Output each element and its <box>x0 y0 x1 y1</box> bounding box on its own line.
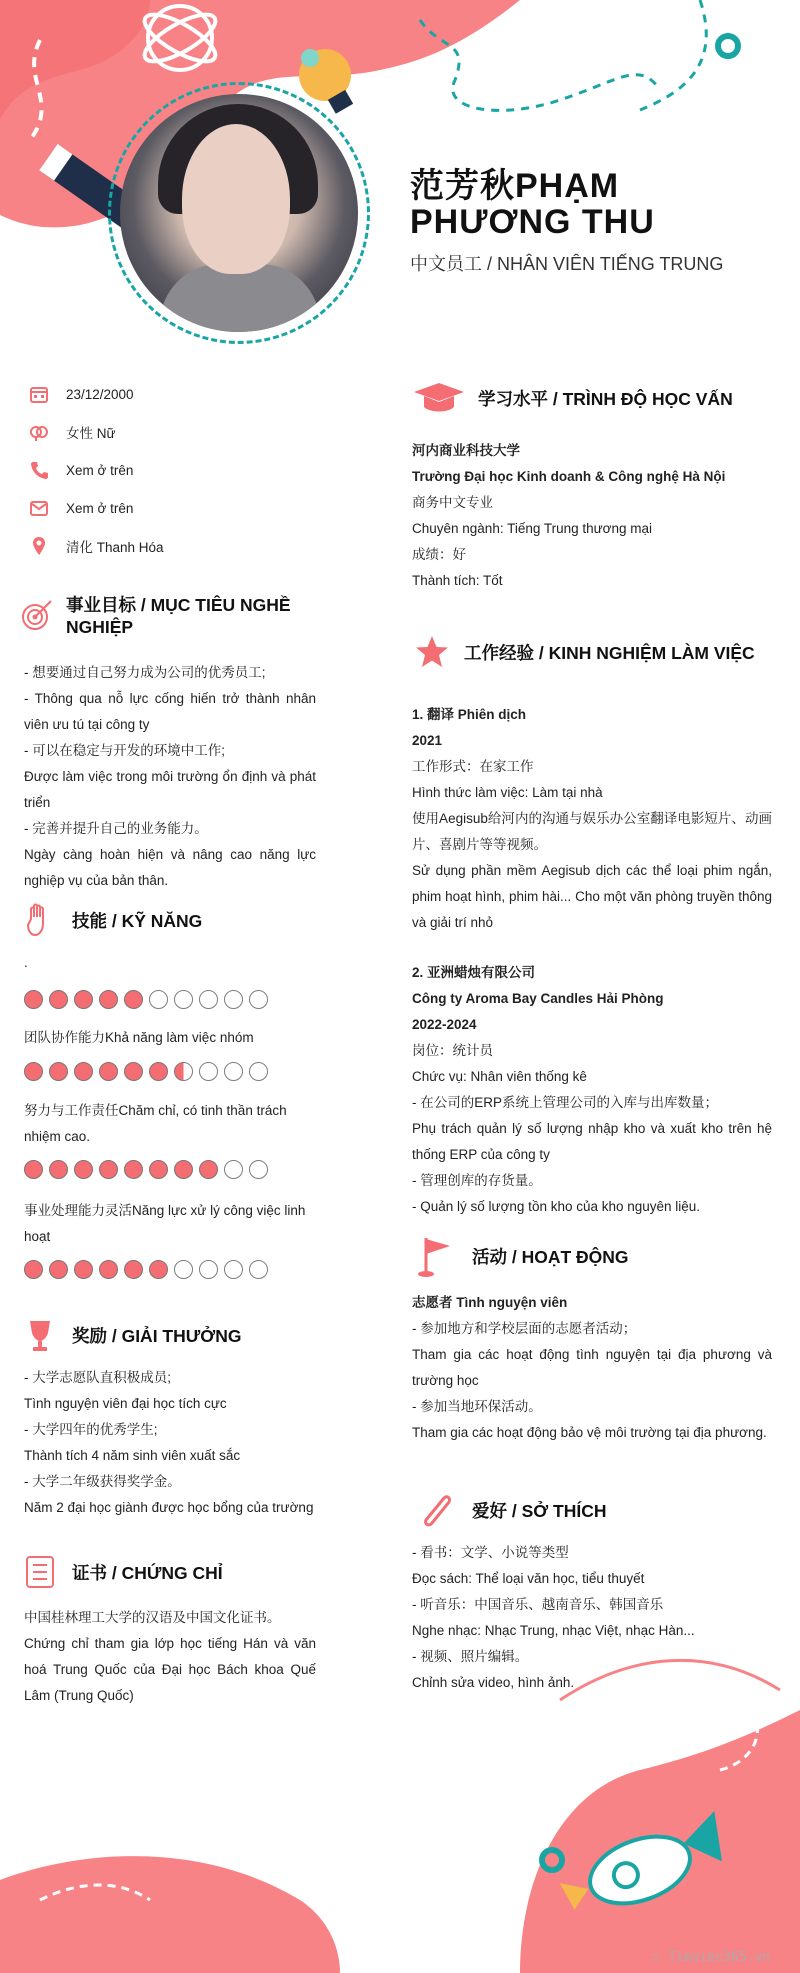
experience-job2: 2. 亚洲蜡烛有限公司 Công ty Aroma Bay Candles Hải Phòng 2022-2024 岗位：统计员 Chức vụ: Nhân viên thống kê - 在公司的ERP系统上管理公司的入库与出库数量； Phụ trách quản lý số lượng nhập kho và xuất kho trên hệ thống ERP của công ty - 管理创库的存货量。 - Quản lý số lượng tồn kho của kho nguyên liệu. <box>412 965 772 1214</box>
skill-dot <box>149 1062 168 1081</box>
skill-dot <box>199 1160 218 1179</box>
skill-rating <box>24 1062 268 1081</box>
skill-rating <box>24 1160 268 1179</box>
section-certificates-heading: 证书 / CHỨNG CHỈ <box>20 1552 223 1592</box>
section-activities-heading: 活动 / HOẠT ĐỘNG <box>412 1236 629 1276</box>
contact-email: Xem ở trên <box>28 496 133 520</box>
skill-dot <box>249 1160 268 1179</box>
skill-dot <box>124 990 143 1009</box>
section-hobbies-heading: 爱好 / SỞ THÍCH <box>412 1490 607 1530</box>
checklist-icon <box>20 1552 60 1592</box>
activities-text: 志愿者 Tình nguyện viên - 参加地方和学校层面的志愿者活动； Tham gia các hoạt động tình nguyện tại địa phương và trường học - 参加当地环保活动。 Tham gia các hoạt động bảo vệ môi trường tại địa phương. <box>412 1295 772 1440</box>
skill-dot <box>49 1260 68 1279</box>
paperclip-icon <box>412 1490 460 1530</box>
skill-rating <box>24 1260 268 1279</box>
skill-dot <box>99 1062 118 1081</box>
skill-dot <box>74 990 93 1009</box>
star-icon <box>412 632 452 672</box>
section-awards-heading: 奖励 / GIẢI THƯỞNG <box>20 1315 241 1355</box>
skill-dot <box>24 1062 43 1081</box>
skill-dot <box>99 990 118 1009</box>
trophy-icon <box>20 1315 60 1355</box>
hobbies-text: - 看书：文学、小说等类型 Đọc sách: Thể loại văn học, tiểu thuyết - 听音乐：中国音乐、越南音乐、韩国音乐 Nghe nhạc: Nhạc Trung, nhạc Việt, nhạc Hàn... - 视频、照片编辑。 Chỉnh sửa video, hình ảnh. <box>412 1545 695 1690</box>
contact-phone: Xem ở trên <box>28 458 133 482</box>
job-title: 中文员工 / NHÂN VIÊN TIẾNG TRUNG <box>410 254 724 274</box>
skill-dot <box>99 1260 118 1279</box>
skill-dot <box>49 990 68 1009</box>
logo-icon: ⛬ <box>651 1950 669 1965</box>
objective-text: - 想要通过自己努力成为公司的优秀员工; - Thông qua nỗ lực cống hiến trở thành nhân viên ưu tú tại công ty - 可以在稳定与开发的环境中工作; Được làm việc trong môi trường ổn định và phát triển - 完善并提升自己的业务能力。 Ngày càng hoàn hiện và nâng cao năng lực nghiệp vụ của bản thân. <box>24 665 316 888</box>
skill-rating <box>24 990 268 1009</box>
hand-icon <box>20 900 60 940</box>
skill-dot <box>74 1160 93 1179</box>
skill-dot <box>224 990 243 1009</box>
skill-dot <box>249 1260 268 1279</box>
skill-dot <box>49 1062 68 1081</box>
candidate-name: 范芳秋PHẠM PHƯƠNG THU <box>410 167 655 241</box>
gender-icon <box>28 421 50 443</box>
skill-dot <box>249 990 268 1009</box>
experience-job1: 1. 翻译 Phiên dịch 2021 工作形式：在家工作 Hình thức làm việc: Làm tại nhà 使用Aegisub给河内的沟通与娱乐办公室翻译电影短片、动画片、喜剧片等等视频。 Sử dụng phần mềm Aegisub dịch các thể loại phim ngắn, phim hoạt hình, phim hài... Cho một văn phòng truyền thông và giải trí nhỏ <box>412 707 772 930</box>
contact-birthdate: 23/12/2000 <box>28 382 134 406</box>
profile-photo-frame <box>108 82 370 344</box>
skill-dot <box>174 1260 193 1279</box>
location-icon <box>28 535 50 557</box>
graduation-cap-icon <box>412 378 466 418</box>
skill-label: . <box>24 955 28 970</box>
skill-label: 事业处理能力灵活Năng lực xử lý công việc linh hoạt <box>24 1203 306 1244</box>
skill-dot <box>24 1160 43 1179</box>
certificates-text: 中国桂林理工大学的汉语及中国文化证书。 Chứng chỉ tham gia lớp học tiếng Hán và văn hoá Trung Quốc của Đại học Bách khoa Quế Lâm (Trung Quốc) <box>24 1610 316 1703</box>
section-objective-heading: 事业目标 / MỤC TIÊU NGHỀ NGHIỆP <box>20 592 310 638</box>
skill-dot <box>174 990 193 1009</box>
skill-dot <box>124 1260 143 1279</box>
skill-dot <box>224 1062 243 1081</box>
skill-dot <box>224 1160 243 1179</box>
skill-dot <box>24 1260 43 1279</box>
skill-dot <box>74 1062 93 1081</box>
skill-dot <box>124 1062 143 1081</box>
skill-dot <box>149 1160 168 1179</box>
target-icon <box>20 595 54 635</box>
skill-dot <box>249 1062 268 1081</box>
skill-dot <box>149 1260 168 1279</box>
skill-dot <box>149 990 168 1009</box>
calendar-icon <box>28 383 50 405</box>
skill-dot <box>174 1160 193 1179</box>
contact-gender: 女性 Nữ <box>28 420 116 444</box>
skill-dot <box>224 1260 243 1279</box>
email-icon <box>28 497 50 519</box>
phone-icon <box>28 459 50 481</box>
awards-text: - 大学志愿队直积极成员; Tình nguyện viên đại học tích cực - 大学四年的优秀学生; Thành tích 4 năm sinh viên xuất sắc - 大学二年级获得奖学金。 Năm 2 đại học giành được học bổng của trường <box>24 1370 314 1515</box>
section-skills-heading: 技能 / KỸ NĂNG <box>20 900 202 940</box>
skill-dot <box>49 1160 68 1179</box>
skill-dot <box>124 1160 143 1179</box>
skill-label: 团队协作能力Khả năng làm việc nhóm <box>24 1030 254 1045</box>
skill-dot <box>199 990 218 1009</box>
profile-photo <box>120 94 358 332</box>
section-education-heading: 学习水平 / TRÌNH ĐỘ HỌC VẤN <box>412 378 733 418</box>
skill-dot <box>99 1160 118 1179</box>
skill-dot <box>199 1062 218 1081</box>
skill-dot <box>174 1062 193 1081</box>
section-experience-heading: 工作经验 / KINH NGHIỆM LÀM VIỆC <box>412 632 755 672</box>
watermark: ⛬ Timviec365.vn <box>651 1950 770 1965</box>
skill-dot <box>24 990 43 1009</box>
flag-icon <box>412 1236 460 1276</box>
skill-dot <box>199 1260 218 1279</box>
skill-dot <box>74 1260 93 1279</box>
skill-label: 努力与工作责任Chăm chỉ, có tinh thần trách nhiệm cao. <box>24 1103 287 1144</box>
education-text: 河内商业科技大学 Trường Đại học Kinh doanh & Công nghệ Hà Nội 商务中文专业 Chuyên ngành: Tiếng Trung thương mại 成绩：好 Thành tích: Tốt <box>412 443 726 588</box>
contact-location: 清化 Thanh Hóa <box>28 534 164 558</box>
